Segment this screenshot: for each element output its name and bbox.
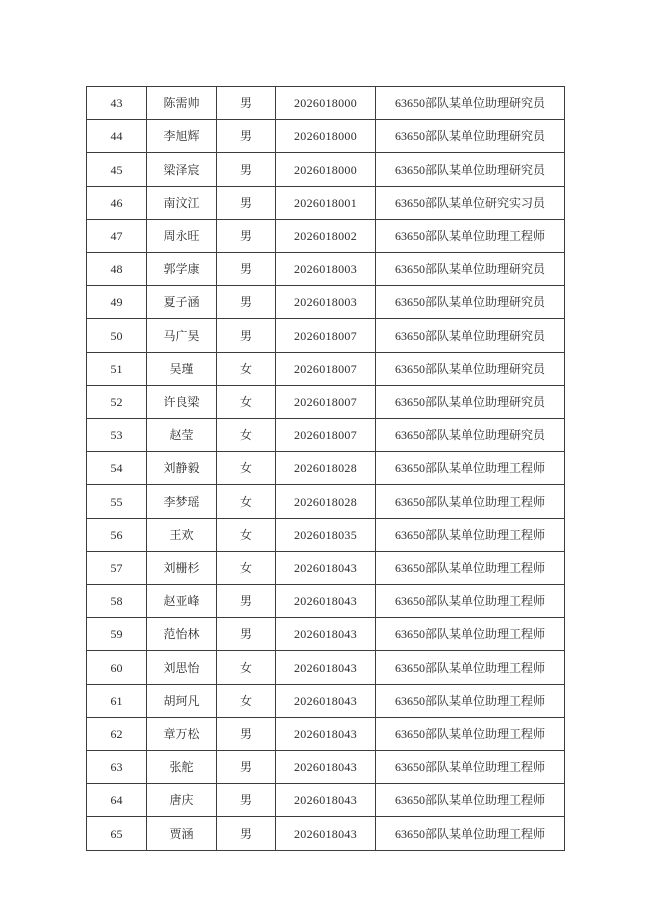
cell-gender: 男 bbox=[217, 751, 276, 784]
cell-seq: 49 bbox=[87, 286, 147, 319]
table-row bbox=[87, 651, 565, 684]
cell-code: 2026018007 bbox=[276, 419, 376, 452]
cell-gender: 男 bbox=[217, 784, 276, 817]
cell-name: 张舵 bbox=[147, 751, 217, 784]
cell-name: 赵莹 bbox=[147, 419, 217, 452]
cell-position: 63650部队某单位助理研究员 bbox=[376, 87, 565, 120]
cell-code: 2026018043 bbox=[276, 717, 376, 750]
cell-position: 63650部队某单位助理研究员 bbox=[376, 153, 565, 186]
cell-code: 2026018007 bbox=[276, 385, 376, 418]
cell-seq: 57 bbox=[87, 551, 147, 584]
cell-gender: 女 bbox=[217, 352, 276, 385]
cell-gender: 男 bbox=[217, 817, 276, 851]
cell-code: 2026018043 bbox=[276, 751, 376, 784]
cell-code: 2026018001 bbox=[276, 186, 376, 219]
cell-seq: 50 bbox=[87, 319, 147, 352]
cell-code: 2026018043 bbox=[276, 684, 376, 717]
cell-position: 63650部队某单位助理工程师 bbox=[376, 618, 565, 651]
cell-code: 2026018000 bbox=[276, 87, 376, 120]
cell-code: 2026018007 bbox=[276, 319, 376, 352]
table-row bbox=[87, 751, 565, 784]
cell-name: 李旭辉 bbox=[147, 120, 217, 153]
cell-seq: 47 bbox=[87, 219, 147, 252]
cell-seq: 65 bbox=[87, 817, 147, 851]
cell-gender: 男 bbox=[217, 585, 276, 618]
table-row bbox=[87, 120, 565, 153]
cell-seq: 58 bbox=[87, 585, 147, 618]
cell-name: 刘思怡 bbox=[147, 651, 217, 684]
cell-code: 2026018043 bbox=[276, 784, 376, 817]
cell-seq: 59 bbox=[87, 618, 147, 651]
cell-seq: 48 bbox=[87, 253, 147, 286]
table-row bbox=[87, 485, 565, 518]
cell-seq: 60 bbox=[87, 651, 147, 684]
cell-position: 63650部队某单位助理研究员 bbox=[376, 352, 565, 385]
cell-gender: 男 bbox=[217, 120, 276, 153]
cell-position: 63650部队某单位助理工程师 bbox=[376, 684, 565, 717]
cell-name: 梁泽宸 bbox=[147, 153, 217, 186]
cell-name: 李梦瑶 bbox=[147, 485, 217, 518]
cell-gender: 女 bbox=[217, 485, 276, 518]
cell-seq: 64 bbox=[87, 784, 147, 817]
cell-code: 2026018002 bbox=[276, 219, 376, 252]
cell-code: 2026018000 bbox=[276, 153, 376, 186]
cell-code: 2026018028 bbox=[276, 485, 376, 518]
cell-position: 63650部队某单位助理工程师 bbox=[376, 817, 565, 851]
cell-name: 王欢 bbox=[147, 518, 217, 551]
table-row bbox=[87, 253, 565, 286]
cell-gender: 男 bbox=[217, 618, 276, 651]
cell-gender: 女 bbox=[217, 419, 276, 452]
cell-position: 63650部队某单位助理工程师 bbox=[376, 518, 565, 551]
cell-gender: 女 bbox=[217, 518, 276, 551]
cell-name: 许良梁 bbox=[147, 385, 217, 418]
table-row bbox=[87, 684, 565, 717]
cell-gender: 男 bbox=[217, 186, 276, 219]
cell-position: 63650部队某单位助理工程师 bbox=[376, 717, 565, 750]
cell-code: 2026018007 bbox=[276, 352, 376, 385]
cell-gender: 男 bbox=[217, 253, 276, 286]
cell-position: 63650部队某单位助理工程师 bbox=[376, 485, 565, 518]
cell-name: 马广昊 bbox=[147, 319, 217, 352]
cell-name: 赵亚峰 bbox=[147, 585, 217, 618]
cell-name: 章万松 bbox=[147, 717, 217, 750]
cell-code: 2026018028 bbox=[276, 452, 376, 485]
cell-code: 2026018003 bbox=[276, 286, 376, 319]
table-body bbox=[87, 87, 565, 851]
cell-name: 刘栅杉 bbox=[147, 551, 217, 584]
cell-seq: 43 bbox=[87, 87, 147, 120]
cell-seq: 46 bbox=[87, 186, 147, 219]
cell-name: 刘静毅 bbox=[147, 452, 217, 485]
cell-seq: 61 bbox=[87, 684, 147, 717]
cell-name: 范怡林 bbox=[147, 618, 217, 651]
cell-code: 2026018043 bbox=[276, 585, 376, 618]
table-row bbox=[87, 219, 565, 252]
cell-position: 63650部队某单位助理研究员 bbox=[376, 385, 565, 418]
cell-code: 2026018043 bbox=[276, 618, 376, 651]
cell-gender: 女 bbox=[217, 385, 276, 418]
cell-position: 63650部队某单位助理工程师 bbox=[376, 784, 565, 817]
cell-seq: 56 bbox=[87, 518, 147, 551]
cell-position: 63650部队某单位助理工程师 bbox=[376, 219, 565, 252]
table-row bbox=[87, 518, 565, 551]
cell-seq: 63 bbox=[87, 751, 147, 784]
cell-gender: 男 bbox=[217, 717, 276, 750]
cell-position: 63650部队某单位研究实习员 bbox=[376, 186, 565, 219]
table-row bbox=[87, 817, 565, 851]
cell-name: 胡珂凡 bbox=[147, 684, 217, 717]
cell-code: 2026018043 bbox=[276, 651, 376, 684]
cell-gender: 女 bbox=[217, 452, 276, 485]
cell-position: 63650部队某单位助理工程师 bbox=[376, 551, 565, 584]
table-row bbox=[87, 385, 565, 418]
cell-seq: 55 bbox=[87, 485, 147, 518]
cell-position: 63650部队某单位助理研究员 bbox=[376, 319, 565, 352]
cell-position: 63650部队某单位助理工程师 bbox=[376, 751, 565, 784]
cell-position: 63650部队某单位助理研究员 bbox=[376, 120, 565, 153]
table-row bbox=[87, 352, 565, 385]
cell-position: 63650部队某单位助理研究员 bbox=[376, 286, 565, 319]
cell-seq: 45 bbox=[87, 153, 147, 186]
cell-seq: 44 bbox=[87, 120, 147, 153]
cell-code: 2026018003 bbox=[276, 253, 376, 286]
cell-gender: 女 bbox=[217, 551, 276, 584]
cell-name: 陈需帅 bbox=[147, 87, 217, 120]
cell-code: 2026018043 bbox=[276, 817, 376, 851]
cell-position: 63650部队某单位助理工程师 bbox=[376, 585, 565, 618]
cell-name: 周永旺 bbox=[147, 219, 217, 252]
cell-seq: 62 bbox=[87, 717, 147, 750]
personnel-table bbox=[86, 86, 565, 851]
cell-gender: 男 bbox=[217, 153, 276, 186]
table-row bbox=[87, 153, 565, 186]
cell-name: 贾涵 bbox=[147, 817, 217, 851]
cell-seq: 51 bbox=[87, 352, 147, 385]
cell-gender: 男 bbox=[217, 286, 276, 319]
cell-gender: 男 bbox=[217, 319, 276, 352]
cell-code: 2026018043 bbox=[276, 551, 376, 584]
cell-gender: 男 bbox=[217, 87, 276, 120]
cell-name: 夏子涵 bbox=[147, 286, 217, 319]
cell-name: 南汶江 bbox=[147, 186, 217, 219]
cell-position: 63650部队某单位助理工程师 bbox=[376, 651, 565, 684]
cell-name: 郭学康 bbox=[147, 253, 217, 286]
cell-name: 唐庆 bbox=[147, 784, 217, 817]
table-row bbox=[87, 87, 565, 120]
cell-name: 吴瑾 bbox=[147, 352, 217, 385]
table-row bbox=[87, 286, 565, 319]
cell-code: 2026018000 bbox=[276, 120, 376, 153]
cell-position: 63650部队某单位助理研究员 bbox=[376, 253, 565, 286]
cell-gender: 男 bbox=[217, 219, 276, 252]
table-row bbox=[87, 551, 565, 584]
table-row bbox=[87, 452, 565, 485]
cell-code: 2026018035 bbox=[276, 518, 376, 551]
table-row bbox=[87, 717, 565, 750]
cell-position: 63650部队某单位助理工程师 bbox=[376, 452, 565, 485]
table-row bbox=[87, 186, 565, 219]
cell-seq: 53 bbox=[87, 419, 147, 452]
table-row bbox=[87, 784, 565, 817]
cell-seq: 54 bbox=[87, 452, 147, 485]
table-row bbox=[87, 419, 565, 452]
table-row bbox=[87, 618, 565, 651]
cell-seq: 52 bbox=[87, 385, 147, 418]
cell-position: 63650部队某单位助理研究员 bbox=[376, 419, 565, 452]
cell-gender: 女 bbox=[217, 651, 276, 684]
cell-gender: 女 bbox=[217, 684, 276, 717]
table-row bbox=[87, 319, 565, 352]
table-row bbox=[87, 585, 565, 618]
